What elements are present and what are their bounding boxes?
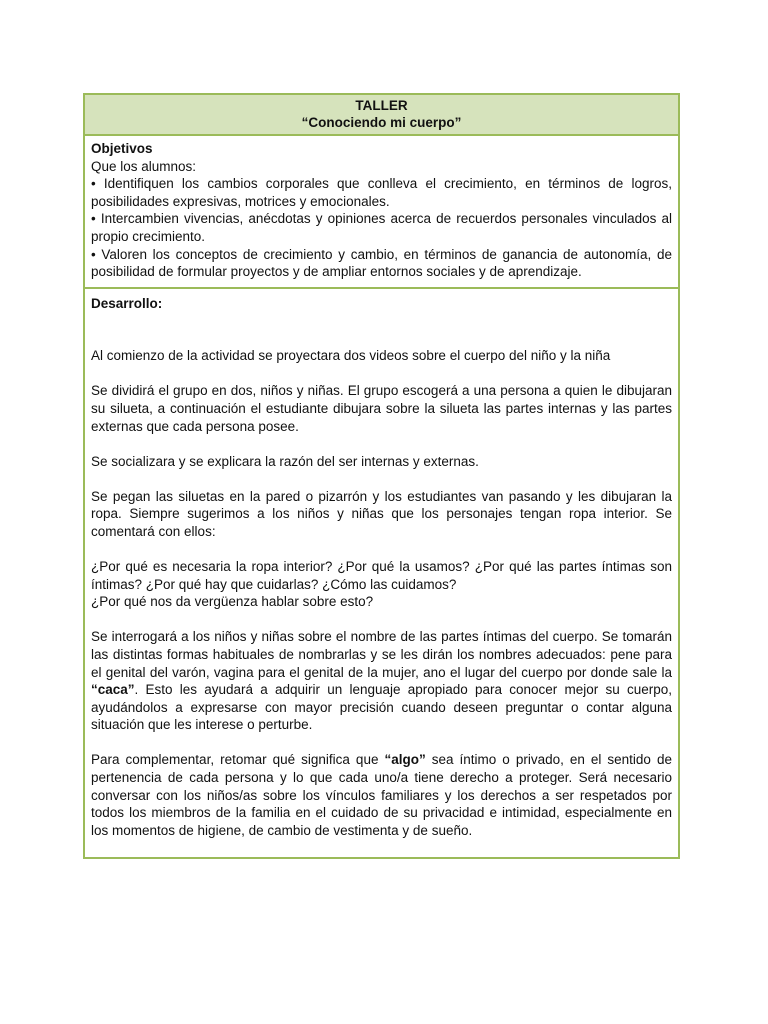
- development-paragraph-5-bold: “caca”: [91, 682, 135, 698]
- development-question-line-1: ¿Por qué es necesaria la ropa interior? ¿Por qué la usamos? ¿Por qué las partes íntimas son íntimas? ¿Por qué hay que cuidarlas? ¿Cómo las cuidamos?: [91, 559, 672, 592]
- development-paragraph-6-part-1: Para complementar, retomar qué significa que: [91, 752, 385, 768]
- development-paragraph-5: [91, 628, 672, 734]
- development-paragraph-5-part-1: Se interrogará a los niños y niñas sobre el nombre de las partes íntimas del cuerpo. Se tomarán las distintas formas habituales de nombrarlas y se les dirán los nombres adecuados: pene para el genital del varón, vagina para el genital de la mujer, ano el lugar del cuerpo por donde sale la: [91, 629, 672, 680]
- development-paragraph-1: Al comienzo de la actividad se proyectara dos videos sobre el cuerpo del niño y la niña: [91, 348, 611, 364]
- development-paragraph-6-bold: “algo”: [384, 752, 426, 768]
- objectives-section: [85, 136, 678, 289]
- development-paragraph-4: Se pegan las siluetas en la pared o pizarrón y los estudiantes van pasando y les dibujaran la ropa. Siempre sugerimos a los niños y niñas que los personajes tengan ropa interior. Se comentará con ellos:: [91, 488, 672, 539]
- objectives-heading: Objetivos: [91, 141, 153, 156]
- development-heading: Desarrollo:: [91, 295, 163, 311]
- development-paragraph-5-part-2: . Esto les ayudará a adquirir un lenguaje apropiado para conocer mejor su cuerpo, ayudándolos a expresarse con mayor precisión cuando deseen preguntar o contar alguna situación que les interese o perturbe.: [91, 682, 672, 733]
- development-section: [85, 289, 678, 858]
- workshop-title: TALLER: [355, 98, 408, 113]
- table-header: [85, 95, 678, 136]
- objective-item-1: • Identifiquen los cambios corporales que conlleva el crecimiento, en términos de logros, posibilidades expresivas, motrices y emocionales.: [91, 176, 672, 209]
- objective-item-3: • Valoren los conceptos de crecimiento y cambio, en términos de ganancia de autonomía, de posibilidad de formular proyectos y de ampliar entornos sociales y de aprendizaje.: [91, 246, 672, 280]
- objective-item-2: • Intercambien vivencias, anécdotas y opiniones acerca de recuerdos personales vinculados al propio crecimiento.: [91, 211, 672, 244]
- development-question-line-2: ¿Por qué nos da vergüenza hablar sobre esto?: [91, 594, 374, 610]
- development-paragraph-6-part-2: sea íntimo o privado, en el sentido de pertenencia de cada persona y lo que cada uno/a tiene derecho a proteger. Será necesario conversar con los niños/as sobre los vínculos familiares y los derechos a ser respetados por todos los miembros de la familia en el cuidado de su privacidad e intimidad, especialmente en los momentos de higiene, de cambio de vestimenta y de sueño.: [91, 752, 672, 838]
- development-paragraph-3: Se socializara y se explicara la razón del ser internas y externas.: [91, 453, 479, 469]
- objectives-intro: Que los alumnos:: [91, 158, 197, 174]
- workshop-subtitle: “Conociendo mi cuerpo”: [301, 115, 462, 130]
- development-paragraph-2: Se dividirá el grupo en dos, niños y niñas. El grupo escogerá a una persona a quien le dibujaran su silueta, a continuación el estudiante dibujara sobre la silueta las partes internas y las partes externas que cada persona posee.: [91, 383, 672, 434]
- development-questions: [91, 558, 672, 611]
- development-paragraph-6: [91, 751, 672, 839]
- workshop-table: [83, 93, 680, 859]
